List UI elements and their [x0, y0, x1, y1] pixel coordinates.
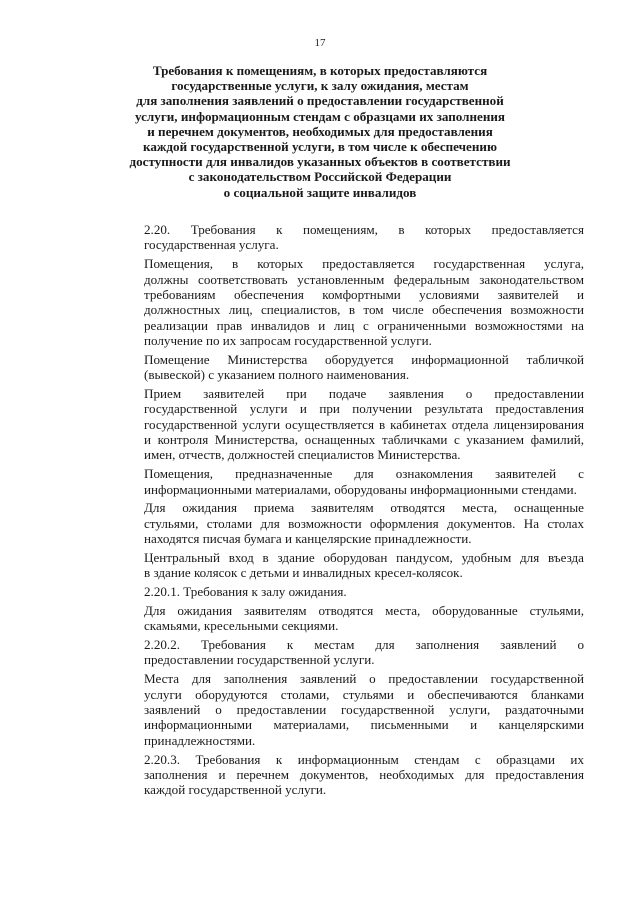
- paragraph: [108, 671, 584, 748]
- paragraph-line: 2.20.2. Требования к местам для заполнения заявлений о: [144, 637, 584, 653]
- page-number: 17: [314, 37, 326, 49]
- paragraph: [108, 352, 584, 383]
- body-text: [108, 222, 584, 801]
- heading-line: каждой государственной услуги, в том числе к обеспечению: [143, 139, 497, 155]
- paragraph-line: информационными материалами, письменными и канцелярскими: [144, 717, 584, 733]
- paragraph-line: Помещения, предназначенные для ознакомления заявителей с: [144, 466, 584, 482]
- paragraph-line: 2.20.1. Требования к залу ожидания.: [144, 584, 347, 600]
- paragraph-line: должны соответствовать установленным федеральным законодательством: [144, 271, 584, 287]
- paragraph-line: государственная услуга.: [144, 237, 279, 253]
- heading-line: о социальной защите инвалидов: [223, 184, 417, 200]
- paragraph-line: 2.20.3. Требования к информационным стендам с образцами их: [144, 751, 584, 767]
- paragraph: [108, 603, 584, 634]
- paragraph: [108, 584, 584, 599]
- heading-line: Требования к помещениям, в которых предоставляются: [152, 63, 488, 78]
- paragraph-line: реализации прав инвалидов и лиц с ограниченными возможностями на: [144, 317, 584, 333]
- paragraph: [108, 222, 584, 253]
- paragraph-line: заполнения и перечнем документов, необходимых для предоставления: [144, 766, 584, 782]
- paragraph-line: Места для заполнения заявлений о предоставлении государственной: [144, 671, 584, 687]
- paragraph-line: (вывеской) с указанием полного наименования.: [144, 367, 410, 383]
- paragraph-line: скамьями, кресельными секциями.: [144, 618, 339, 634]
- heading-line: для заполнения заявлений о предоставлении государственной: [136, 93, 504, 109]
- paragraph: [108, 386, 584, 463]
- section-heading: [120, 63, 520, 200]
- paragraph-line: получение по их запросам государственной услуги.: [144, 332, 432, 348]
- paragraph: [108, 500, 584, 546]
- paragraph-line: в здание колясок с детьми и инвалидных кресел-колясок.: [144, 565, 463, 581]
- paragraph-line: Прием заявителей при подаче заявления о предоставлении: [144, 385, 584, 401]
- paragraph-line: должностных лиц, специалистов, в том числе обеспечения возможности: [144, 302, 584, 318]
- paragraph-line: стульями, столами для возможности оформления документов. На столах: [144, 515, 584, 531]
- paragraph-line: имен, отчеств, должностей специалистов Министерства.: [144, 447, 461, 463]
- heading-line: доступности для инвалидов указанных объектов в соответствии: [129, 154, 511, 170]
- paragraph-line: Для ожидания заявителям отводятся места, оборудованные стульями,: [144, 602, 584, 618]
- paragraph-line: услуги оборудуются столами, стульями и обеспечиваются бланками: [144, 686, 584, 702]
- paragraph-line: требованиям обеспечения комфортными условиями заявителей и: [144, 286, 584, 302]
- paragraph: [108, 752, 584, 798]
- paragraph-line: принадлежностями.: [144, 732, 256, 748]
- heading-line: и перечнем документов, необходимых для предоставления: [147, 123, 493, 139]
- paragraph-line: находятся писчая бумага и канцелярские принадлежности.: [144, 531, 472, 547]
- paragraph-line: информационными материалами, оборудованы информационными стендами.: [144, 481, 577, 497]
- paragraph-line: государственной услуги и при получении результата предоставления: [144, 401, 584, 417]
- paragraph: [108, 256, 584, 348]
- heading-line: государственные услуги, к залу ожидания, местам: [171, 78, 469, 94]
- paragraph-line: предоставлении государственной услуги.: [144, 652, 375, 668]
- paragraph-line: Помещение Министерства оборудуется информационной табличкой: [144, 351, 584, 367]
- paragraph-line: Для ожидания приема заявителям отводятся места, оснащенные: [144, 500, 584, 516]
- paragraph-line: Центральный вход в здание оборудован пандусом, удобным для въезда: [144, 549, 584, 565]
- paragraph-line: государственной услуги осуществляется в кабинетах отдела лицензирования: [144, 416, 584, 432]
- paragraph: [108, 550, 584, 581]
- paragraph: [108, 466, 584, 497]
- paragraph-line: и контроля Министерства, оснащенных табличками с указанием фамилий,: [144, 431, 584, 447]
- paragraph-line: каждой государственной услуги.: [144, 782, 327, 798]
- paragraph: [108, 637, 584, 668]
- heading-line: услуги, информационным стендам с образцами их заполнения: [134, 108, 506, 124]
- paragraph-line: 2.20. Требования к помещениям, в которых предоставляется: [144, 222, 584, 237]
- heading-line: с законодательством Российской Федерации: [188, 169, 452, 185]
- paragraph-line: заявлений о предоставлении государственной услуги, раздаточными: [144, 701, 584, 717]
- paragraph-line: Помещения, в которых предоставляется государственная услуга,: [144, 256, 584, 272]
